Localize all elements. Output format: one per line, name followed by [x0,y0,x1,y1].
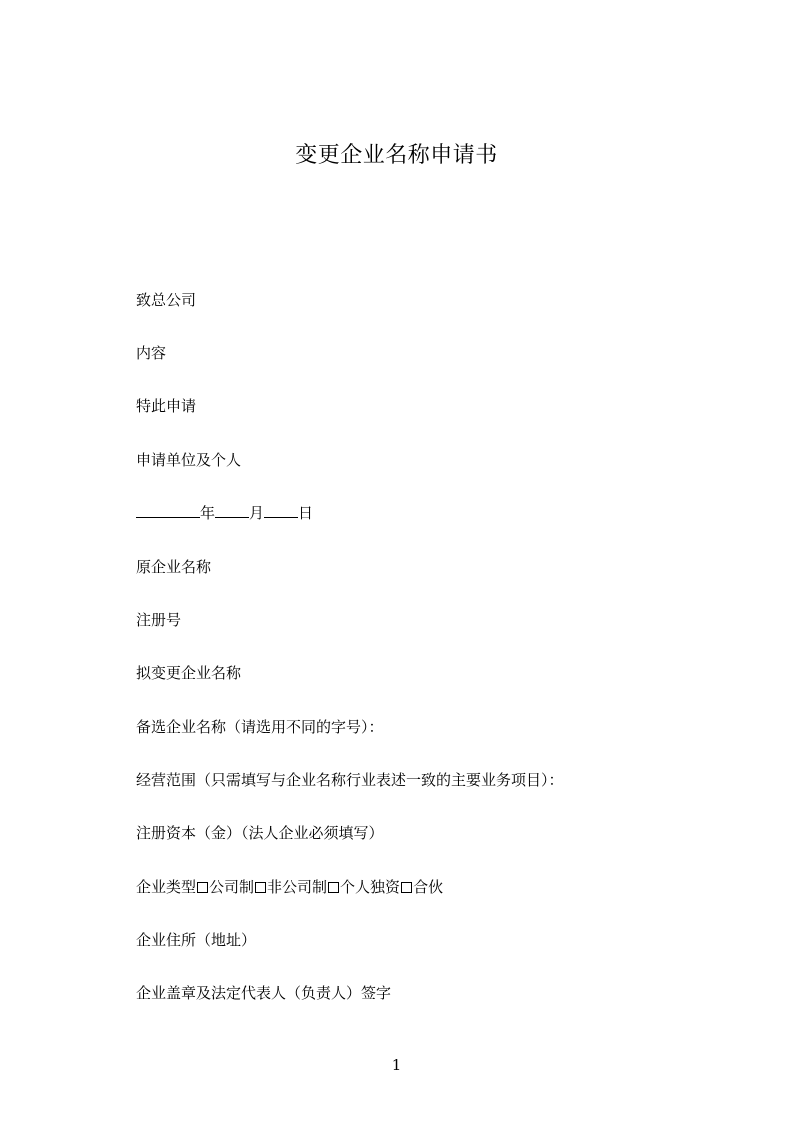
option-sole-proprietorship: 个人独资 [340,878,401,896]
document-title: 变更企业名称申请书 [295,143,498,168]
checkbox-company[interactable] [197,882,208,893]
month-label: 月 [249,504,265,522]
month-blank [215,503,249,518]
content-line: 内容 [136,344,167,362]
day-blank [264,503,298,518]
addressee-line: 致总公司 [136,291,197,309]
request-line: 特此申请 [136,397,197,415]
option-partnership: 合伙 [413,878,444,896]
option-non-company: 非公司制 [267,878,328,896]
date-line [136,503,313,523]
option-company: 公司制 [209,878,255,896]
enterprise-address-field: 企业住所（地址） [136,931,257,949]
checkbox-non-company[interactable] [255,882,266,893]
applicant-line: 申请单位及个人 [136,451,242,469]
original-name-field: 原企业名称 [136,558,212,576]
enterprise-type-field [136,877,443,897]
alternative-name-field: 备选企业名称（请选用不同的字号）： [136,718,384,736]
checkbox-partnership[interactable] [401,882,412,893]
checkbox-sole-proprietorship[interactable] [328,882,339,893]
seal-signature-field: 企业盖章及法定代表人（负责人）签字 [136,984,392,1002]
registration-number-field: 注册号 [136,611,182,629]
day-label: 日 [298,504,314,522]
enterprise-type-label: 企业类型 [136,878,197,896]
page-number: 1 [391,1056,402,1074]
business-scope-field: 经营范围（只需填写与企业名称行业表述一致的主要业务项目）： [136,771,564,789]
proposed-name-field: 拟变更企业名称 [136,664,242,682]
year-blank [136,503,200,518]
year-label: 年 [200,504,216,522]
registered-capital-field: 注册资本（金）（法人企业必须填写） [136,824,384,842]
